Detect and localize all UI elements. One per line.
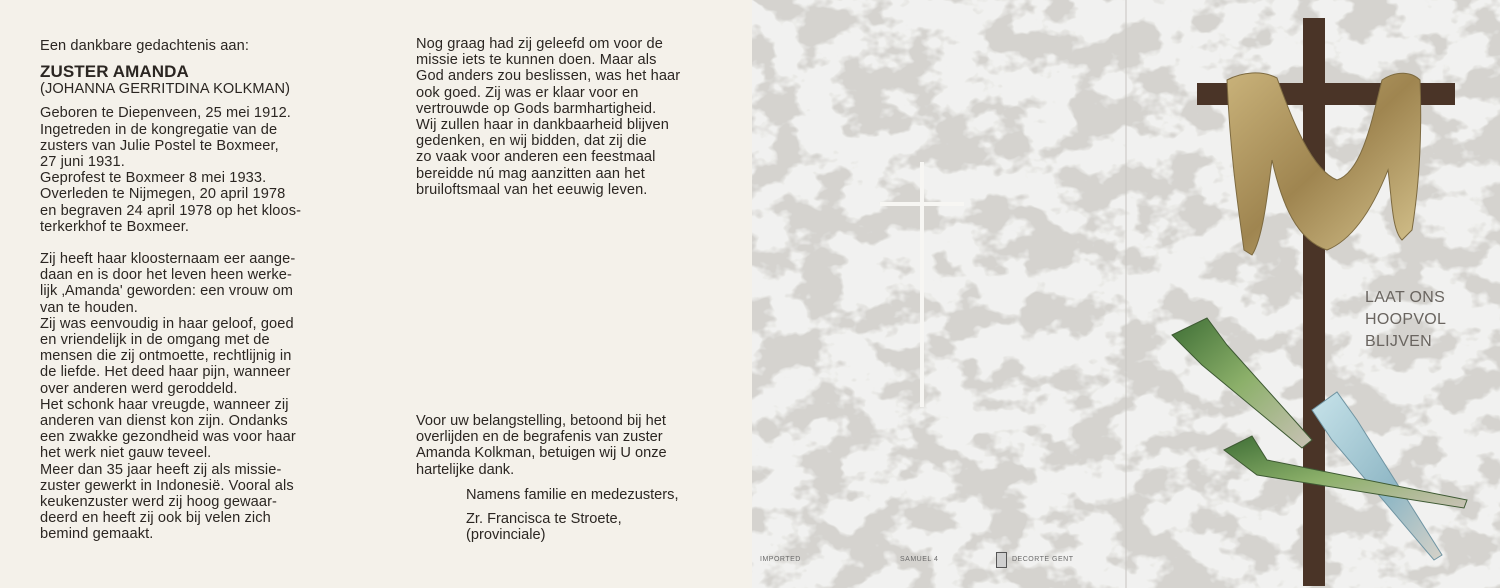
motto [1365, 287, 1446, 353]
story-line: Zij was eenvoudig in haar geloof, goed [40, 315, 294, 332]
story-line: deerd en heeft zij ook bij velen zich [40, 510, 271, 527]
thanks-line: hartelijke dank. [416, 461, 515, 478]
story-line: de liefde. Het deed haar pijn, wanneer [40, 364, 291, 381]
reflection-line: vertrouwde op Gods barmhartigheid. [416, 100, 657, 117]
story-line: daan en is door het leven heen werke- [40, 267, 292, 284]
story-line: Meer dan 35 jaar heeft zij als missie- [40, 461, 282, 478]
life-story [40, 251, 342, 543]
bio-line: Overleden te Nijmegen, 20 april 1978 [40, 186, 286, 203]
story-line: mensen die zij ontmoette, rechtlijnig in [40, 348, 292, 365]
thanks-line: Amanda Kolkman, betuigen wij U onze [416, 445, 667, 462]
story-line: en vriendelijk in de omgang met de [40, 332, 270, 349]
motto-line: BLIJVEN [1365, 333, 1433, 350]
story-line: keukenzuster werd zij hoog gewaar- [40, 494, 278, 511]
bio-line: 27 juni 1931. [40, 154, 125, 171]
publisher-logo-icon [996, 552, 1007, 568]
white-cross-vertical [920, 162, 924, 407]
motto-line: LAAT ONS [1365, 289, 1446, 306]
bio-line: Geboren te Diepenveen, 25 mei 1912. [40, 105, 291, 122]
imported-label: IMPORTED [760, 556, 801, 563]
story-line: het werk niet gauw teveel. [40, 445, 212, 462]
reflection-line: zo vaak voor anderen een feestmaal [416, 149, 656, 166]
bio-line: Ingetreden in de kongregatie van de [40, 121, 278, 138]
middle-column [416, 36, 716, 198]
signature-line: Namens familie en medezusters, [466, 486, 679, 503]
thanks-line: Voor uw belangstelling, betoond bij het [416, 413, 666, 429]
story-line: van te houden. [40, 299, 138, 316]
bio-line: zusters van Julie Postel te Boxmeer, [40, 137, 279, 154]
signature-role: (provinciale) [466, 527, 546, 544]
motto-line: HOOPVOL [1365, 311, 1447, 328]
story-line: anderen van dienst kon zijn. Ondanks [40, 413, 288, 430]
bio-line: terkerkhof te Boxmeer. [40, 218, 190, 235]
reflection-line: bereidde nú mag aanzitten aan het [416, 165, 645, 182]
biography [40, 105, 342, 235]
thanks-line: overlijden en de begrafenis van zuster [416, 429, 663, 446]
deceased-name: ZUSTER AMANDA [40, 62, 189, 82]
story-line: lijk ‚Amanda' geworden: een vrouw om [40, 283, 293, 300]
story-line: een zwakke gezondheid was voor haar [40, 429, 296, 446]
story-line: over anderen werd geroddeld. [40, 380, 238, 397]
left-column [40, 38, 342, 543]
intro-line: Een dankbare gedachtenis aan: [40, 38, 249, 54]
story-line: bemind gemaakt. [40, 526, 154, 543]
bio-line: Geprofest te Boxmeer 8 mei 1933. [40, 170, 267, 187]
publisher-label: DECORTE GENT [1012, 556, 1074, 563]
reflection-line: bruiloftsmaal van het eeuwig leven. [416, 181, 648, 198]
story-line: Zij heeft haar kloosternaam eer aange- [40, 251, 296, 268]
bio-line: en begraven 24 april 1978 op het kloos- [40, 202, 302, 219]
reflection-line: Nog graag had zij geleefd om voor de [416, 36, 663, 52]
reflection-line: missie iets te kunnen doen. Maar als [416, 52, 657, 69]
thanks-block [416, 413, 718, 543]
reflection-line: ook goed. Zij was er klaar voor en [416, 84, 639, 101]
deceased-fullname: (JOHANNA GERRITDINA KOLKMAN) [40, 81, 291, 98]
reflection-line: Wij zullen haar in dankbaarheid blijven [416, 117, 669, 134]
reflection-line: God anders zou beslissen, was het haar [416, 68, 681, 85]
product-code: SAMUEL 4 [900, 556, 939, 563]
story-line: zuster gewerkt in Indonesië. Vooral als [40, 477, 294, 494]
white-cross-horizontal [880, 202, 964, 206]
signature-name: Zr. Francisca te Stroete, [466, 511, 622, 528]
story-line: Het schonk haar vreugde, wanneer zij [40, 396, 289, 413]
reflection-line: gedenken, en wij bidden, dat zij die [416, 133, 647, 150]
